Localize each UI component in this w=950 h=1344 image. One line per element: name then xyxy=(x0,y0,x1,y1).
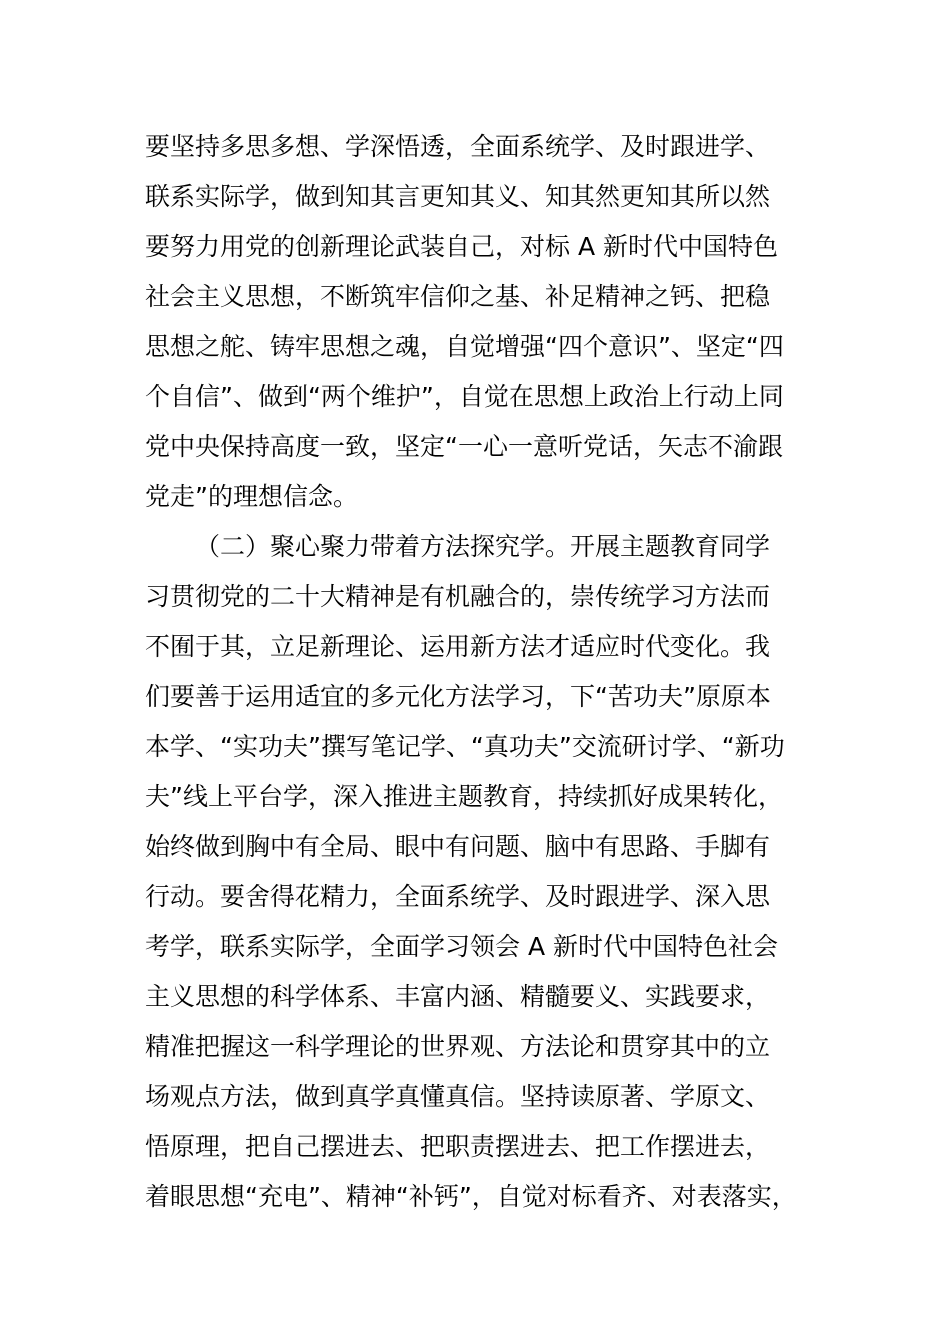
text-line: 们要善于运用适宜的多元化方法学习，下“苦功夫”原原本 xyxy=(145,682,771,711)
text-line: 着眼思想“充电”、精神“补钙”，自觉对标看齐、对表落实， xyxy=(145,1182,797,1211)
text-line: 个自信”、做到“两个维护”，自觉在思想上政治上行动上同 xyxy=(145,382,784,411)
text-line: 行动。要舍得花精力，全面系统学、及时跟进学、深入思 xyxy=(145,882,771,911)
text-line: 始终做到胸中有全局、眼中有问题、脑中有思路、手脚有 xyxy=(145,832,771,861)
text-line: 要努力用党的创新理论武装自己，对标 A 新时代中国特色 xyxy=(145,232,778,261)
text-line: 党走”的理想信念。 xyxy=(145,482,358,511)
text-line: 党中央保持高度一致，坚定“一心一意听党话，矢志不渝跟 xyxy=(145,432,783,461)
text-line: 社会主义思想，不断筑牢信仰之基、补足精神之钙、把稳 xyxy=(145,282,771,311)
document-body xyxy=(145,122,825,1222)
text-line: 悟原理，把自己摆进去、把职责摆进去、把工作摆进去， xyxy=(145,1132,771,1161)
text-line: 要坚持多思多想、学深悟透，全面系统学、及时跟进学、 xyxy=(145,132,771,161)
text-line: 习贯彻党的二十大精神是有机融合的，崇传统学习方法而 xyxy=(145,582,771,611)
text-line: 场观点方法，做到真学真懂真信。坚持读原著、学原文、 xyxy=(145,1082,771,1111)
text-line: 考学，联系实际学，全面学习领会 A 新时代中国特色社会 xyxy=(145,932,778,961)
text-line: 夫”线上平台学，深入推进主题教育，持续抓好成果转化， xyxy=(145,782,783,811)
text-line: 思想之舵、铸牢思想之魂，自觉增强“四个意识”、坚定“四 xyxy=(145,332,784,361)
text-line: 联系实际学，做到知其言更知其义、知其然更知其所以然 xyxy=(145,182,771,211)
text-line: 精准把握这一科学理论的世界观、方法论和贯穿其中的立 xyxy=(145,1032,771,1061)
text-line: 主义思想的科学体系、丰富内涵、精髓要义、实践要求， xyxy=(145,982,771,1011)
text-line: 本学、“实功夫”撰写笔记学、“真功夫”交流研讨学、“新功 xyxy=(145,732,785,761)
text-line: 不囿于其，立足新理论、运用新方法才适应时代变化。我 xyxy=(145,632,771,661)
section-heading-line: （二）聚心聚力带着方法探究学。开展主题教育同学 xyxy=(195,532,771,561)
